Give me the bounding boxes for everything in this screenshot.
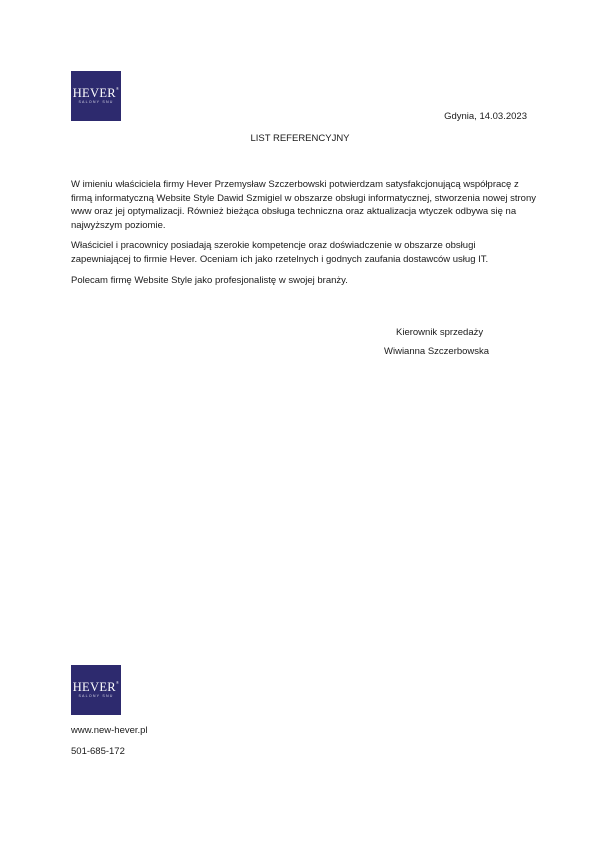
logo-word: HEVER — [72, 85, 116, 100]
letter-title: LIST REFERENCYJNY — [250, 133, 350, 144]
logo-subtitle: SALONY SNU — [78, 694, 114, 699]
logo-registered-mark: ® — [115, 679, 120, 685]
footer-phone: 501-685-172 — [71, 746, 125, 757]
paragraph: Właściciel i pracownicy posiadają szerokie kompetencje oraz doświadczenie w obszarze obsługi zapewniającej to firmie Hever. Oceniam ich jako rzetelnych i godnych zaufania dostawców usług IT. — [71, 240, 489, 265]
logo-word: HEVER — [72, 679, 116, 694]
place-date: Gdynia, 14.03.2023 — [444, 111, 527, 122]
paragraph: W imieniu właściciela firmy Hever Przemysław Szczerbowski potwierdzam satysfakcjonującą współpracę z firmą informatyczną Website Style Dawid Szmigiel w obszarze obsługi informatycznej, stworzenia nowej strony www oraz jej optymalizacji. Również bieżąca obsługa techniczna oraz aktualizacja wtyczek odbywa się na najwyższym poziomie. — [71, 179, 536, 231]
signature-block — [384, 327, 489, 365]
footer-website: www.new-hever.pl — [71, 725, 148, 736]
letter-body — [71, 178, 536, 294]
signature-role: Kierownik sprzedaży — [396, 327, 484, 338]
hever-logo-footer — [71, 665, 121, 715]
signature-name: Wiwianna Szczerbowska — [384, 346, 490, 357]
hever-logo — [71, 71, 121, 121]
logo-registered-mark: ® — [115, 85, 120, 91]
paragraph: Polecam firmę Website Style jako profesjonalistę w swojej branży. — [71, 274, 348, 286]
logo-subtitle: SALONY SNU — [78, 100, 114, 105]
